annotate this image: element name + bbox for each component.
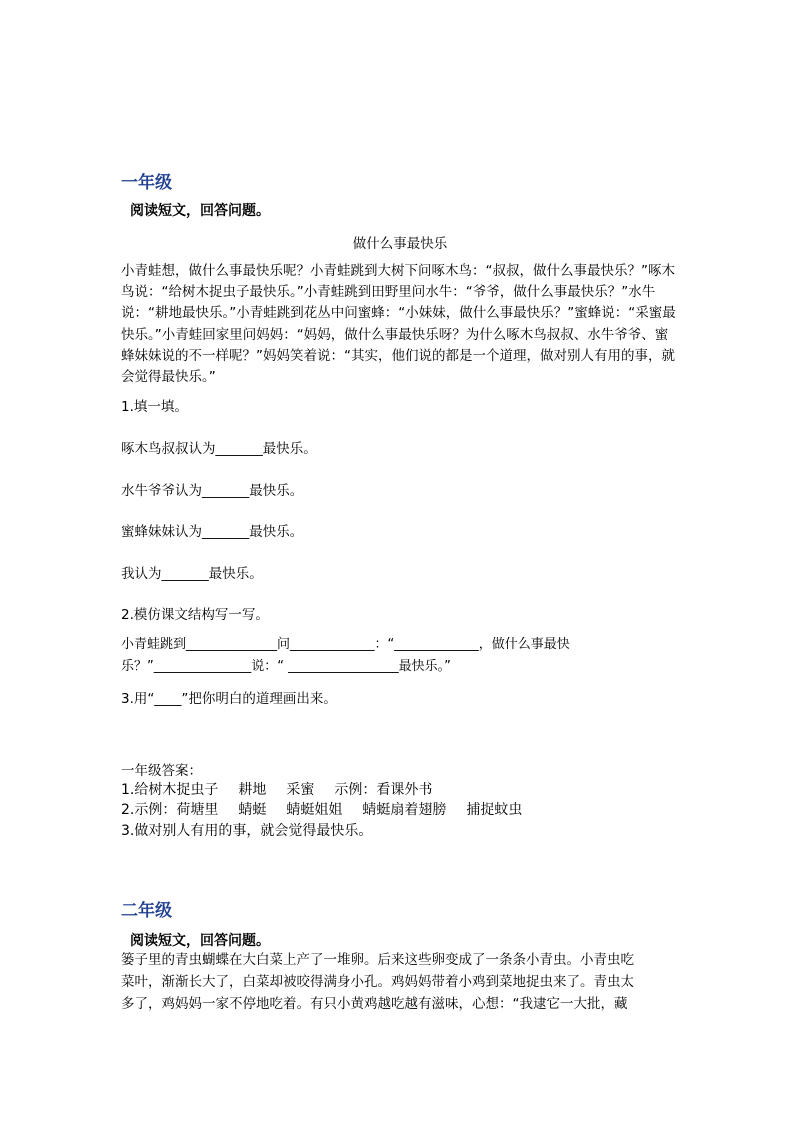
answer-2-item: 蜻蜓扇着翅膀 <box>362 802 447 818</box>
grade2-story-line-2: 菜叶，渐渐长大了，白菜却被咬得满身小孔。鸡妈妈带着小鸡到菜地捉虫来了。青虫太 <box>121 974 634 990</box>
answer-2-item: 捕捉蚊虫 <box>466 802 523 818</box>
grade1-heading: 一年级 <box>121 173 172 193</box>
answer-1-item: 采蜜 <box>286 782 315 798</box>
answer-line-2 <box>121 801 522 821</box>
question-2: 2.模仿课文结构写一写。 <box>121 607 269 623</box>
question-2-line-1: 小青蛙跳到______________问_____________：“_____________，做什么事最快 <box>121 637 570 652</box>
question-2-line-2: 乐？”_______________说：“ _________________最快乐。” <box>121 659 451 674</box>
grade2-instruction: 阅读短文，回答问题。 <box>130 933 270 949</box>
fill-blank-4: 我认为_______最快乐。 <box>121 566 263 582</box>
grade2-story-line-3: 多了，鸡妈妈一家不停地吃着。有只小黄鸡越吃越有滋味，心想：“我逮它一大批，藏 <box>121 996 628 1012</box>
answer-line-3: 3.做对别人有用的事，就会觉得最快乐。 <box>121 823 373 839</box>
question-3: 3.用“____”把你明白的道理画出来。 <box>121 691 337 707</box>
grade2-story-line-1: 篓子里的青虫蝴蝶在大白菜上产了一堆卵。后来这些卵变成了一条条小青虫。小青虫吃 <box>121 952 634 968</box>
answer-2-item: 蜻蜓 <box>238 802 267 818</box>
answer-2-item: 2.示例：荷塘里 <box>121 802 219 818</box>
story-paragraph: 小青蛙想，做什么事最快乐呢？小青蛙跳到大树下问啄木鸟：“叔叔，做什么事最快乐？”啄木鸟说：“给树木捉虫子最快乐。”小青蛙跳到田野里问水牛：“爷爷，做什么事最快乐？”水牛说：“耕地最快乐。”小青蛙跳到花丛中问蜜蜂：“小妹妹，做什么事最快乐？”蜜蜂说：“采蜜最快乐。”小青蛙回家里问妈妈：“妈妈，做什么事最快乐呀？为什么啄木鸟叔叔、水牛爷爷、蜜蜂妹妹说的不一样呢？”妈妈笑着说：“其实，他们说的都是一个道理，做对别人有用的事，就会觉得最快乐。” <box>121 263 676 386</box>
grade1-instruction: 阅读短文，回答问题。 <box>130 203 270 219</box>
answer-line-1 <box>121 781 432 801</box>
answer-1-item: 示例：看课外书 <box>334 782 433 798</box>
question-1: 1.填一填。 <box>121 399 188 415</box>
answer-heading: 一年级答案： <box>121 763 202 779</box>
answer-2-item: 蜻蜓姐姐 <box>286 802 343 818</box>
story-title: 做什么事最快乐 <box>352 236 448 252</box>
answer-1-item: 1.给树木捉虫子 <box>121 782 219 798</box>
answer-1-item: 耕地 <box>238 782 267 798</box>
fill-blank-3: 蜜蜂妹妹认为_______最快乐。 <box>121 524 304 540</box>
grade2-heading: 二年级 <box>121 901 172 921</box>
fill-blank-1: 啄木鸟叔叔认为_______最快乐。 <box>121 441 317 457</box>
fill-blank-2: 水牛爷爷认为_______最快乐。 <box>121 483 304 499</box>
